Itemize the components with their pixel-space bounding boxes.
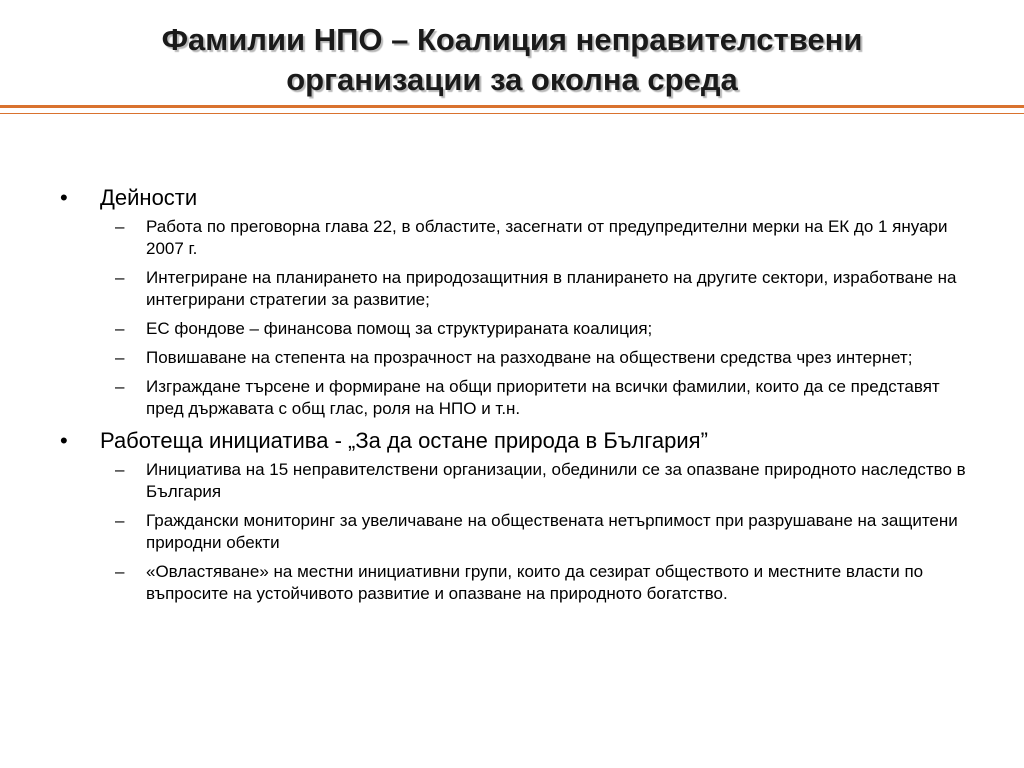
slide-title-line-1: Фамилии НПО – Коалиция неправителствени	[161, 22, 863, 57]
sub-item-text: Интегриране на планирането на природозащитния в планирането на другите сектори, изработване на интегрирани стратегии за развитие;	[146, 268, 957, 309]
sub-item-text: Изграждане търсене и формиране на общи приоритети на всички фамилии, които да се представят пред държавата с общ глас, роля на НПО и т.н.	[146, 377, 940, 418]
activities-sub-list	[60, 216, 980, 420]
bullet-heading: Дейности	[100, 185, 198, 210]
dash-icon: –	[115, 511, 125, 530]
sub-item	[60, 216, 980, 260]
sub-item-text: Инициатива на 15 неправителствени организации, обединили се за опазване природното наследство в България	[146, 460, 966, 501]
bullet-icon: •	[60, 185, 68, 210]
sub-item	[60, 510, 980, 554]
slide-title-line-2: организации за околна среда	[286, 62, 738, 97]
dash-icon: –	[115, 217, 125, 236]
sub-item	[60, 347, 980, 369]
sub-item-text: Повишаване на степента на прозрачност на разходване на обществени средства чрез интернет;	[146, 348, 913, 367]
slide-body	[60, 184, 980, 612]
bullet-icon: •	[60, 428, 68, 453]
bullet-heading: Работеща инициатива - „За да остане природа в България”	[100, 428, 708, 453]
sub-item-text: Работа по преговорна глава 22, в областите, засегнати от предупредителни мерки на ЕК до 1 януари 2007 г.	[146, 217, 948, 258]
sub-item	[60, 376, 980, 420]
sub-item-text: «Овластяване» на местни инициативни групи, които да сезират обществото и местните власти по въпросите на устойчивото развитие и опазване на природното богатство.	[146, 562, 924, 603]
sub-item	[60, 318, 980, 340]
slide-title	[0, 20, 1024, 100]
sub-item	[60, 459, 980, 503]
dash-icon: –	[115, 268, 125, 287]
dash-icon: –	[115, 319, 125, 338]
dash-icon: –	[115, 377, 125, 396]
title-divider-thick	[0, 105, 1024, 108]
sub-item	[60, 561, 980, 605]
dash-icon: –	[115, 460, 125, 479]
title-divider-thin	[0, 113, 1024, 114]
sub-item	[60, 267, 980, 311]
sub-item-text: Граждански мониторинг за увеличаване на обществената нетърпимост при разрушаване на защитени природни обекти	[146, 511, 958, 552]
sub-item-text: ЕС фондове – финансова помощ за структурираната коалиция;	[146, 319, 653, 338]
dash-icon: –	[115, 562, 125, 581]
bullet-activities	[60, 184, 980, 212]
initiative-sub-list	[60, 459, 980, 605]
dash-icon: –	[115, 348, 125, 367]
bullet-initiative	[60, 427, 980, 455]
